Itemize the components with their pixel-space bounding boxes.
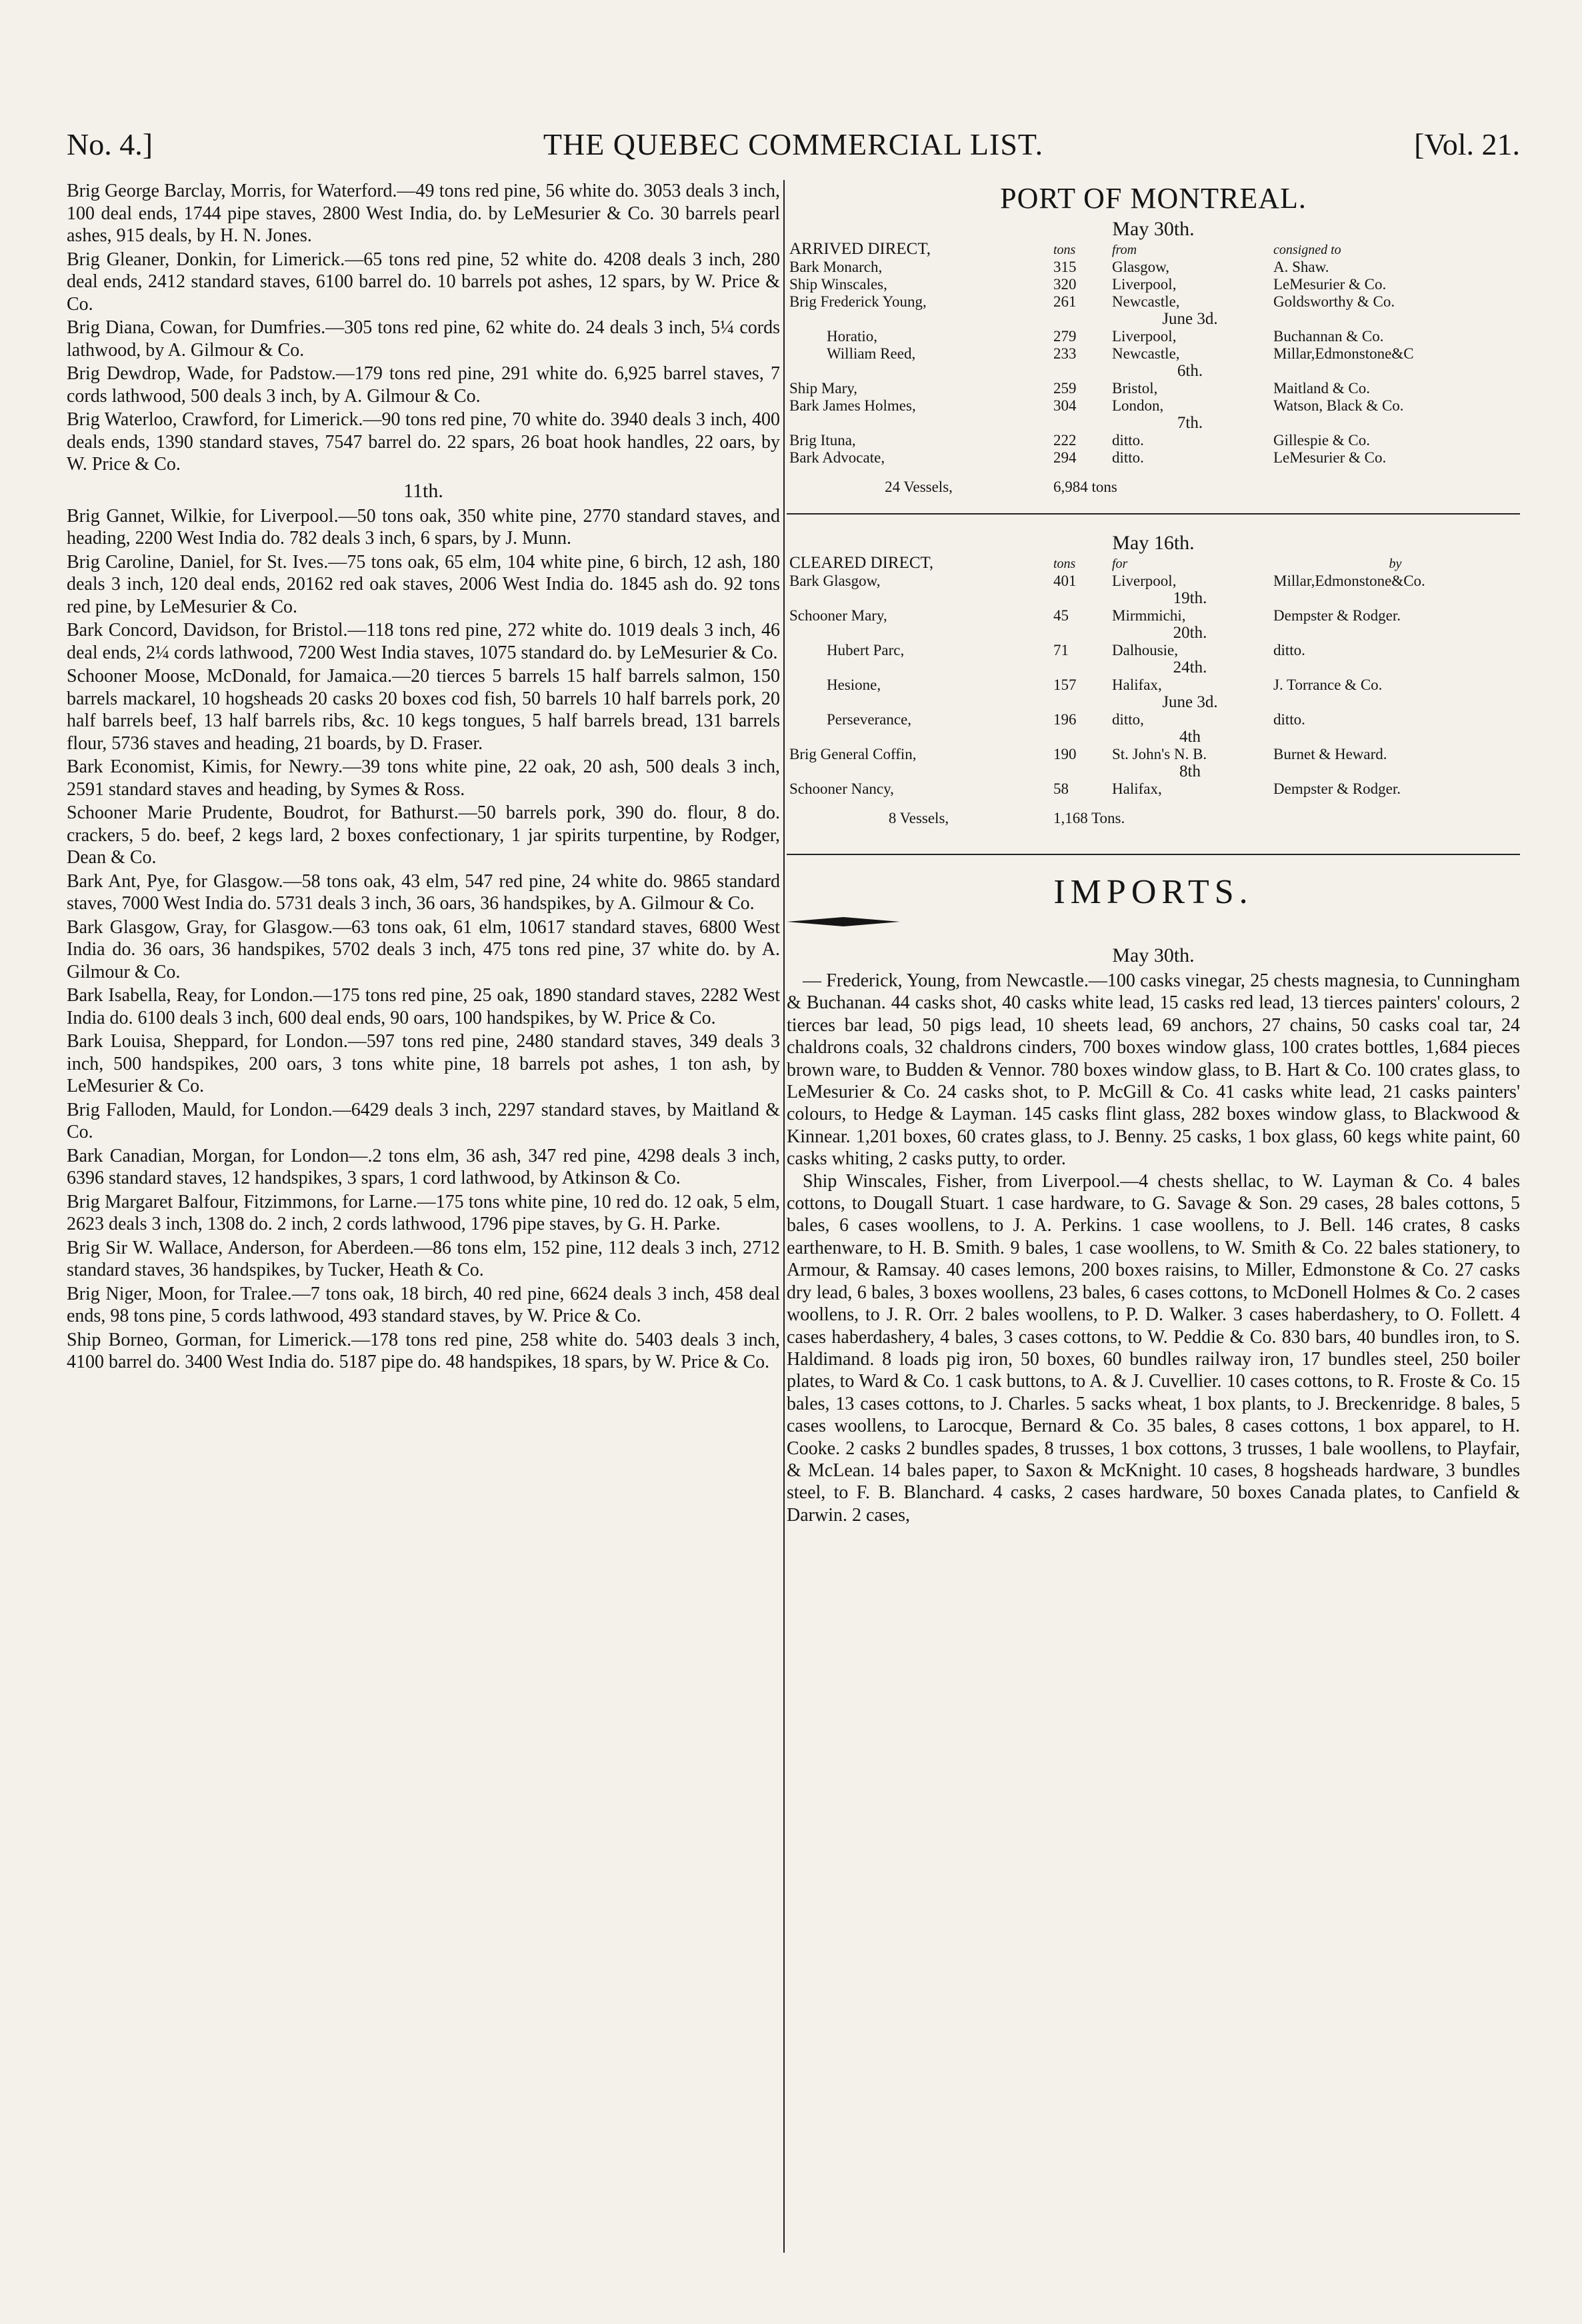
header-for: for (1112, 557, 1128, 571)
cell-tons: 45 (1053, 607, 1069, 624)
cell-to: Gillespie & Co. (1273, 432, 1371, 449)
clearance-entry: Bark Concord, Davidson, for Bristol.—118 tons red pine, 272 white do. 1019 deals 3 inch, 46 deal ends, 2¼ cords lathwood, 7200 West India staves, 1075 standard do. by LeMesurier & Co. (67, 620, 780, 663)
ship-row (787, 345, 1520, 363)
date-row (787, 763, 1520, 780)
date-row (787, 694, 1520, 711)
column-divider (783, 180, 785, 2253)
ship-row (787, 380, 1520, 397)
header-consigned: consigned to (1273, 243, 1341, 257)
ship-row (787, 293, 1520, 311)
row-date: 19th. (1173, 589, 1207, 607)
cell-by: ditto. (1273, 711, 1305, 728)
clearance-entry: Schooner Moose, McDonald, for Jamaica.—20 tierces 5 barrels 15 half barrels salmon, 150 barrels mackarel, 10 hogsheads 20 casks 20 boxes cod fish, 50 barrels 10 half barrels pork, 20 half barrels beef, 13 half barrels ribs, &c. 10 kegs tongues, 5 half barrels bread, 131 barrels flour, 5736 staves and heading, 21 boards, by D. Fraser. (67, 666, 780, 754)
arrived-total-vessels: 24 Vessels, (885, 479, 953, 495)
arrived-total-tons: 6,984 tons (1053, 479, 1117, 495)
date-row (787, 415, 1520, 432)
cell-tons: 190 (1053, 746, 1077, 762)
cell-to: Millar,Edmonstone&C (1273, 345, 1414, 362)
cleared-date: May 16th. (1112, 532, 1195, 554)
cell-from: Newcastle, (1112, 293, 1180, 310)
right-column (787, 180, 1520, 1526)
cell-ship: Ship Mary, (789, 380, 858, 397)
cell-ship: Bark Glasgow, (789, 573, 881, 589)
arrivals-table (787, 241, 1520, 467)
section-rule (787, 513, 1520, 515)
cell-for: Dalhousie, (1112, 642, 1179, 658)
header-cleared-direct: CLEARED DIRECT, (789, 554, 934, 572)
cell-for: Halifax, (1112, 780, 1162, 797)
cell-to: Goldsworthy & Co. (1273, 293, 1395, 310)
cell-for: Mirmmichi, (1112, 607, 1186, 624)
cell-tons: 261 (1053, 293, 1077, 310)
row-date: 8th (1179, 762, 1201, 780)
cell-tons: 294 (1053, 449, 1077, 466)
clearance-entry: Brig Gleaner, Donkin, for Limerick.—65 tons red pine, 52 white do. 4208 deals 3 inch, 280 deal ends, 2412 standard staves, 6100 barrel do. 10 barrels pot ashes, 12 spars, by W. Price & Co. (67, 249, 780, 315)
clearances-total (787, 810, 1520, 827)
clearances-column (67, 180, 780, 1374)
ornament-divider-icon (787, 917, 900, 926)
cell-by: Millar,Edmonstone&Co. (1273, 573, 1425, 589)
header-tons: tons (1053, 557, 1076, 571)
cell-by: Burnet & Heward. (1273, 746, 1387, 762)
clearance-entry: Brig Diana, Cowan, for Dumfries.—305 tons red pine, 62 white do. 24 deals 3 inch, 5¼ cords lathwood, by A. Gilmour & Co. (67, 317, 780, 361)
cell-from: ditto. (1112, 432, 1144, 449)
arrived-date: May 30th. (1112, 218, 1195, 240)
date-row (787, 659, 1520, 676)
date-row (787, 363, 1520, 380)
clearance-entry: Brig Sir W. Wallace, Anderson, for Aberdeen.—86 tons elm, 152 pine, 112 deals 3 inch, 2712 standard staves, 36 handspikes, by Tucker, Heath & Co. (67, 1237, 780, 1280)
cell-tons: 58 (1053, 780, 1069, 797)
clearances-table (787, 555, 1520, 798)
row-date: 7th. (1177, 414, 1203, 432)
row-date: June 3d. (1162, 310, 1218, 328)
cell-from: Liverpool, (1112, 276, 1177, 293)
ship-row (787, 397, 1520, 415)
date-heading-11th: 11th. (403, 479, 443, 502)
imports-paragraph: — Frederick, Young, from Newcastle.—100 casks vinegar, 25 chests magnesia, to Cunningham & Buchanan. 44 casks shot, 40 casks white lead, 15 casks red lead, 13 tierces painters' colours, 2 tierces bar lead, 50 pigs lead, 10 sheets lead, 69 anchors, 27 chains, 50 casks coal tar, 24 chaldrons coals, 32 chaldrons cinders, 700 boxes window glass, 100 crates bottles, 1,684 pieces brown ware, to Budden & Vennor. 780 boxes window glass, to B. Hart & Co. 100 crates glass, to LeMesurier & Co. 24 casks shot, to P. McGill & Co. 41 casks white lead, 21 casks painters' colours, to Hedge & Layman. 145 casks flint glass, 282 boxes window glass, to Blackwood & Kinnear. 1,201 boxes, 60 crates glass, to J. Benny. 25 casks, 1 box glass, 60 kegs white paint, 60 casks whiting, 2 casks putty, to order. (787, 970, 1520, 1170)
cell-for: Halifax, (1112, 676, 1162, 693)
clearance-entry: Brig Caroline, Daniel, for St. Ives.—75 tons oak, 65 elm, 104 white pine, 6 birch, 12 ash, 180 deals 3 inch, 120 deal ends, 20162 red oak staves, 2006 West India do. 1845 ash do. 92 tons red pine, by LeMesurier & Co. (67, 551, 780, 617)
cell-ship: Bark Advocate, (789, 449, 885, 466)
cell-ship: Bark James Holmes, (789, 397, 916, 414)
cell-by: Dempster & Rodger. (1273, 780, 1401, 797)
ship-row (787, 746, 1520, 763)
cell-tons: 196 (1053, 711, 1077, 728)
publication-title: THE QUEBEC COMMERCIAL LIST. (543, 127, 1044, 161)
ship-row (787, 642, 1520, 659)
clearance-entry: Bark Ant, Pye, for Glasgow.—58 tons oak, 43 elm, 547 red pine, 24 white do. 9865 standard staves, 7000 West India do. 5731 deals 3 inch, 36 oars, 36 handspikes, by A. Gilmour & Co. (67, 870, 780, 914)
cell-ship: Schooner Mary, (789, 607, 887, 624)
cell-from: London, (1112, 397, 1164, 414)
clearance-entry: Brig Gannet, Wilkie, for Liverpool.—50 tons oak, 350 white pine, 2770 standard staves, and heading, 2200 West India do. 782 deals 3 inch, 6 spars, by J. Munn. (67, 505, 780, 549)
clearance-entries-group-a (67, 180, 780, 476)
cell-to: Watson, Black & Co. (1273, 397, 1404, 414)
port-title: PORT OF MONTREAL. (1000, 182, 1307, 215)
clearance-entry: Ship Borneo, Gorman, for Limerick.—178 tons red pine, 258 white do. 5403 deals 3 inch, 4100 barrel do. 3400 West India do. 5187 pipe do. 48 handspikes, 18 spars, by W. Price & Co. (67, 1329, 780, 1372)
date-row (787, 728, 1520, 746)
clearance-entry: Brig George Barclay, Morris, for Waterford.—49 tons red pine, 56 white do. 3053 deals 3 inch, 100 deal ends, 1744 pipe staves, 2800 West India, do. by LeMesurier & Co. 30 barrels pearl ashes, 915 deals, by H. N. Jones. (67, 181, 780, 246)
cell-tons: 320 (1053, 276, 1077, 293)
clearance-entry: Brig Dewdrop, Wade, for Padstow.—179 tons red pine, 291 white do. 6,925 barrel staves, 7 cords lathwood, 500 deals 3 inch, by A. Gilmour & Co. (67, 363, 780, 407)
ship-row (787, 449, 1520, 467)
cell-ship: Hubert Parc, (827, 642, 905, 658)
imports-title: IMPORTS. (1053, 873, 1253, 911)
cell-to: Buchannan & Co. (1273, 328, 1384, 345)
cell-ship: Ship Winscales, (789, 276, 887, 293)
ship-row (787, 711, 1520, 728)
clearance-entry: Brig Margaret Balfour, Fitzimmons, for Larne.—175 tons white pine, 10 red do. 12 oak, 5 elm, 2623 deals 3 inch, 1308 do. 2 inch, 2 cords lathwood, 1796 pipe staves, by G. H. Parke. (67, 1191, 780, 1234)
cell-for: Liverpool, (1112, 573, 1177, 589)
clearance-entries-group-b (67, 505, 780, 1374)
row-date: 4th (1179, 728, 1201, 746)
arrivals-total (787, 479, 1520, 496)
cell-by: J. Torrance & Co. (1273, 676, 1383, 693)
ship-row (787, 328, 1520, 345)
date-row (787, 590, 1520, 607)
ship-row (787, 259, 1520, 276)
ship-row (787, 780, 1520, 798)
ship-row (787, 276, 1520, 293)
cell-for: St. John's N. B. (1112, 746, 1207, 762)
cell-tons: 233 (1053, 345, 1077, 362)
cell-tons: 71 (1053, 642, 1069, 658)
header-by: by (1389, 557, 1402, 571)
volume-number: [Vol. 21. (1414, 127, 1520, 161)
cell-tons: 259 (1053, 380, 1077, 397)
cell-ship: William Reed, (827, 345, 916, 362)
cell-ship: Perseverance, (827, 711, 912, 728)
imports-paragraph: Ship Winscales, Fisher, from Liverpool.—4 chests shellac, to W. Layman & Co. 4 bales cottons, to Dougall Stuart. 1 case hardware, to G. Savage & Son. 29 cases, 28 bales cottons, 5 bales, 6 cases woollens, to J. A. Perkins. 1 case woollens, to J. Bell. 146 crates, 8 casks earthenware, to H. B. Smith. 9 bales, 1 case woollens, to W. Smith & Co. 22 bales stationery, to Armour, & Ramsay. 40 cases lemons, 200 boxes raisins, to Miller, Edmonstone & Co. 27 casks dry lead, 6 bales, 3 boxes woollens, 23 bales, 6 cases cottons, to McDonell Holmes & Co. 2 cases woollens, to J. R. Orr. 2 bales woollens, to P. D. Walker. 3 cases haberdashery, to O. Follett. 4 cases haberdashery, 4 bales, 3 cases cottons, to W. Peddie & Co. 830 bars, 40 bundles iron, to S. Haldimand. 8 loads pig iron, 50 boxes, 60 bundles railway iron, 17 bundles steel, 250 boiler plates, to Ward & Co. 1 cask buttons, to A. & J. Cuvellier. 10 cases cottons, to R. Froste & Co. 15 bales, 13 cases cottons, to J. Charles. 5 sacks wheat, 1 box plants, to J. Breckenridge. 8 bales, 5 cases woollens, to Larocque, Bernard & Co. 35 bales, 8 cases cottons, 1 box apparel, to H. Cooke. 2 casks 2 bundles spades, 8 trusses, 1 box cottons, 3 trusses, 1 bale woollens, to Playfair, & McLean. 14 bales paper, to Saxon & McKnight. 10 cases, 8 hogsheads hardware, 3 bundles steel, to F. B. Blanchard. 4 casks, 2 cases hardware, 50 boxes Canada plates, to Canfield & Darwin. 2 cases, (787, 1170, 1520, 1526)
row-date: 24th. (1173, 658, 1207, 676)
clearance-entry: Bark Canadian, Morgan, for London—.2 tons elm, 36 ash, 347 red pine, 4298 deals 3 inch, 6396 standard staves, 12 handspikes, 3 spars, 1 cord lathwood, by Atkinson & Co. (67, 1145, 780, 1188)
cleared-total-tons: 1,168 Tons. (1053, 810, 1125, 826)
issue-number: No. 4.] (67, 127, 153, 161)
clearance-entry: Bark Isabella, Reay, for London.—175 tons red pine, 25 oak, 1890 standard staves, 2282 West India do. 6100 deals 3 inch, 600 deal ends, 90 oars, 100 handspikes, by W. Price & Co. (67, 985, 780, 1028)
cell-to: A. Shaw. (1273, 259, 1329, 275)
section-rule (787, 854, 1520, 855)
cell-tons: 279 (1053, 328, 1077, 345)
ship-row (787, 573, 1520, 590)
ship-row (787, 607, 1520, 624)
cell-tons: 315 (1053, 259, 1077, 275)
clearance-entry: Brig Waterloo, Crawford, for Limerick.—90 tons red pine, 70 white do. 3940 deals 3 inch, 400 deals ends, 1390 standard staves, 7547 barrel do. 22 spars, 26 boat hook handles, 22 oars, by W. Price & Co. (67, 409, 780, 475)
cell-by: Dempster & Rodger. (1273, 607, 1401, 624)
row-date: June 3d. (1162, 693, 1218, 711)
cell-ship: Brig General Coffin, (789, 746, 917, 762)
cell-from: ditto. (1112, 449, 1144, 466)
cell-from: Liverpool, (1112, 328, 1177, 345)
page-header (67, 127, 1520, 173)
imports-text (787, 970, 1520, 1526)
cell-tons: 304 (1053, 397, 1077, 414)
clearance-entry: Brig Niger, Moon, for Tralee.—7 tons oak, 18 birch, 40 red pine, 6624 deals 3 inch, 458 deal ends, 98 tons pine, 5 cords lathwood, 493 standard staves, by W. Price & Co. (67, 1283, 780, 1326)
cell-tons: 401 (1053, 573, 1077, 589)
date-row (787, 624, 1520, 642)
row-date: 20th. (1173, 624, 1207, 642)
arrivals-header (787, 241, 1520, 259)
clearance-entry: Bark Glasgow, Gray, for Glasgow.—63 tons oak, 61 elm, 10617 standard staves, 6800 West India do. 36 oars, 36 handspikes, 5702 deals 3 inch, 475 tons red pine, 37 white do. by A. Gilmour & Co. (67, 916, 780, 982)
cell-ship: Bark Monarch, (789, 259, 883, 275)
cell-ship: Brig Ituna, (789, 432, 856, 449)
imports-date: May 30th. (1112, 944, 1195, 966)
header-arrived-direct: ARRIVED DIRECT, (789, 240, 931, 258)
clearance-entry: Bark Economist, Kimis, for Newry.—39 tons white pine, 22 oak, 20 ash, 500 deals 3 inch, 2591 standard staves and heading, by Symes & Ross. (67, 756, 780, 800)
cell-to: LeMesurier & Co. (1273, 276, 1387, 293)
date-row (787, 311, 1520, 328)
ship-row (787, 432, 1520, 449)
row-date: 6th. (1177, 362, 1203, 380)
cell-ship: Schooner Nancy, (789, 780, 894, 797)
cell-tons: 222 (1053, 432, 1077, 449)
cell-to: LeMesurier & Co. (1273, 449, 1387, 466)
cell-by: ditto. (1273, 642, 1305, 658)
cell-tons: 157 (1053, 676, 1077, 693)
cell-from: Bristol, (1112, 380, 1158, 397)
cell-ship: Hesione, (827, 676, 881, 693)
cell-ship: Brig Frederick Young, (789, 293, 927, 310)
header-from: from (1112, 243, 1137, 257)
cell-from: Newcastle, (1112, 345, 1180, 362)
cell-from: Glasgow, (1112, 259, 1170, 275)
clearance-entry: Brig Falloden, Mauld, for London.—6429 deals 3 inch, 2297 standard staves, by Maitland & Co. (67, 1099, 780, 1142)
cleared-total-vessels: 8 Vessels, (888, 810, 949, 826)
clearances-header (787, 555, 1520, 573)
ship-row (787, 676, 1520, 694)
cell-ship: Horatio, (827, 328, 878, 345)
clearance-entry: Schooner Marie Prudente, Boudrot, for Bathurst.—50 barrels pork, 390 do. flour, 8 do. crackers, 5 do. beef, 2 kegs lard, 2 boxes confectionary, 1 jar spirits turpentine, by Rodger, Dean & Co. (67, 802, 780, 868)
clearance-entry: Bark Louisa, Sheppard, for London.—597 tons red pine, 2480 standard staves, 349 deals 3 inch, 500 handspikes, 200 oars, 3 tons white pine, 18 barrels pot ashes, 1 ton ash, by LeMesurier & Co. (67, 1031, 780, 1096)
cell-to: Maitland & Co. (1273, 380, 1371, 397)
cell-for: ditto, (1112, 711, 1144, 728)
header-tons: tons (1053, 243, 1076, 257)
